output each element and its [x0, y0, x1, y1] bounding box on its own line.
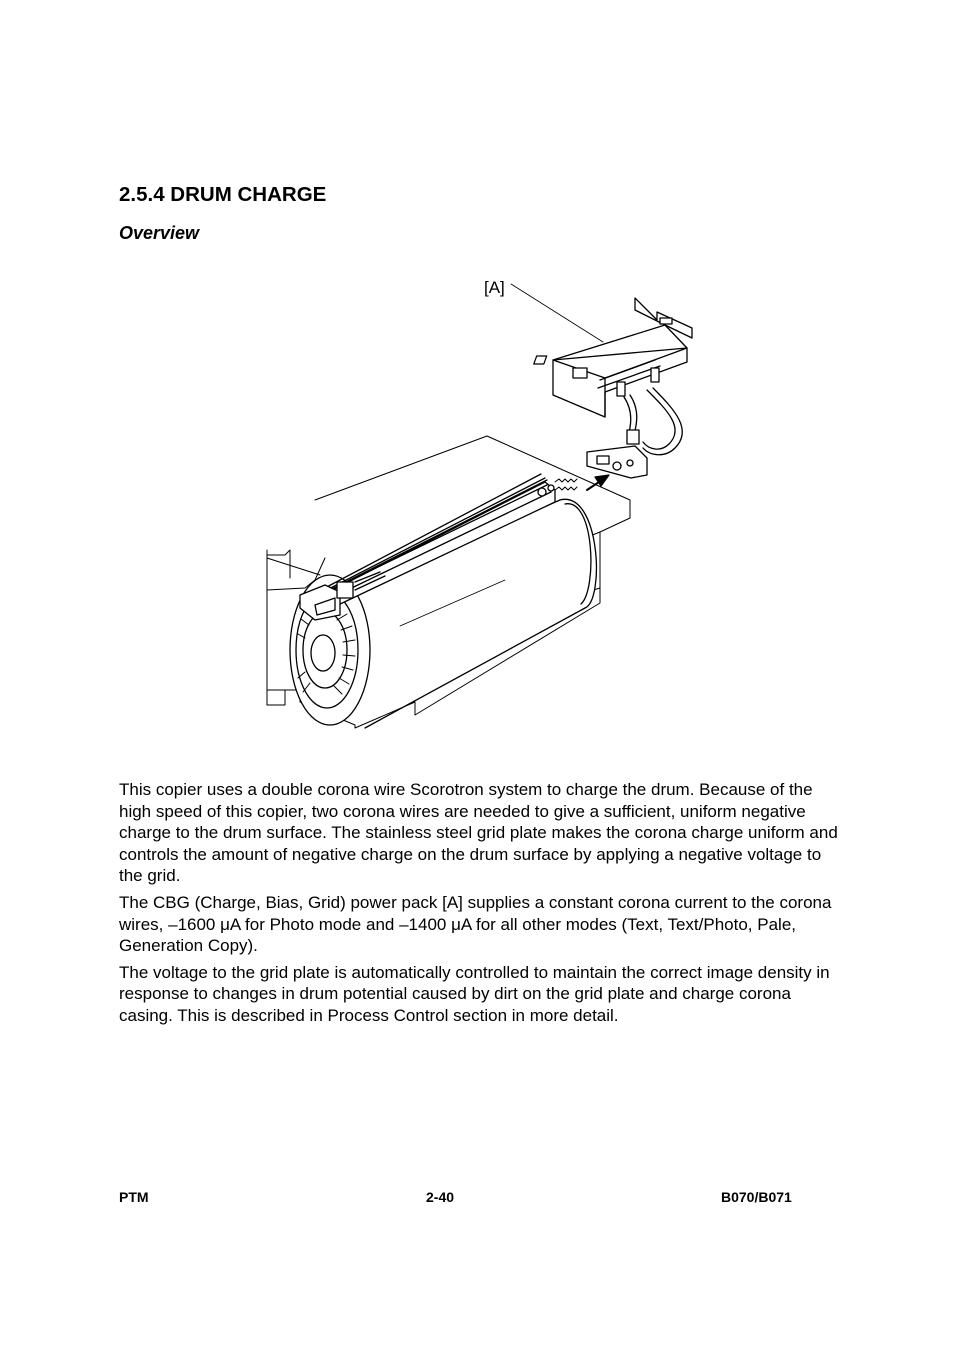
- paragraph-grid-voltage: The voltage to the grid plate is automatically controlled to maintain the correct image density in response to changes in drum potential caused by dirt on the grid plate and charge corona casing. This is described in Process Control section in more detail.: [119, 962, 830, 1025]
- connector-terminal: [587, 446, 647, 478]
- drum-charge-unit-illustration: [255, 270, 705, 750]
- footer-page-number: 2-40: [426, 1189, 455, 1205]
- power-pack-a: [534, 298, 692, 417]
- footer-model-number: B070/B071: [721, 1189, 792, 1205]
- charge-corona-unit: [300, 474, 577, 620]
- footer-left: PTM: [119, 1189, 149, 1205]
- subheading-overview: Overview: [119, 223, 200, 243]
- drum-charge-figure: [255, 270, 705, 750]
- callout-label-a: [A]: [484, 278, 505, 297]
- body-text: [119, 779, 839, 1032]
- paragraph-scorotron: This copier uses a double corona wire Scorotron system to charge the drum. Because of the high speed of this copier, two corona wires are needed to give a sufficient, uniform negative charge to the drum surface. The stainless steel grid plate makes the corona charge uniform and controls the amount of negative charge on the drum surface by applying a negative voltage to the grid.: [119, 780, 838, 886]
- callout-leader-line: [511, 284, 603, 342]
- section-title: 2.5.4 DRUM CHARGE: [119, 183, 327, 206]
- cable-harness: [624, 388, 682, 455]
- paragraph-cbg-power-pack: The CBG (Charge, Bias, Grid) power pack [A] supplies a constant corona current to the corona wires, –1600 μA for Photo mode and –1400 μA for all other modes (Text, Text/Photo, Pale, Generation Copy).: [119, 892, 832, 956]
